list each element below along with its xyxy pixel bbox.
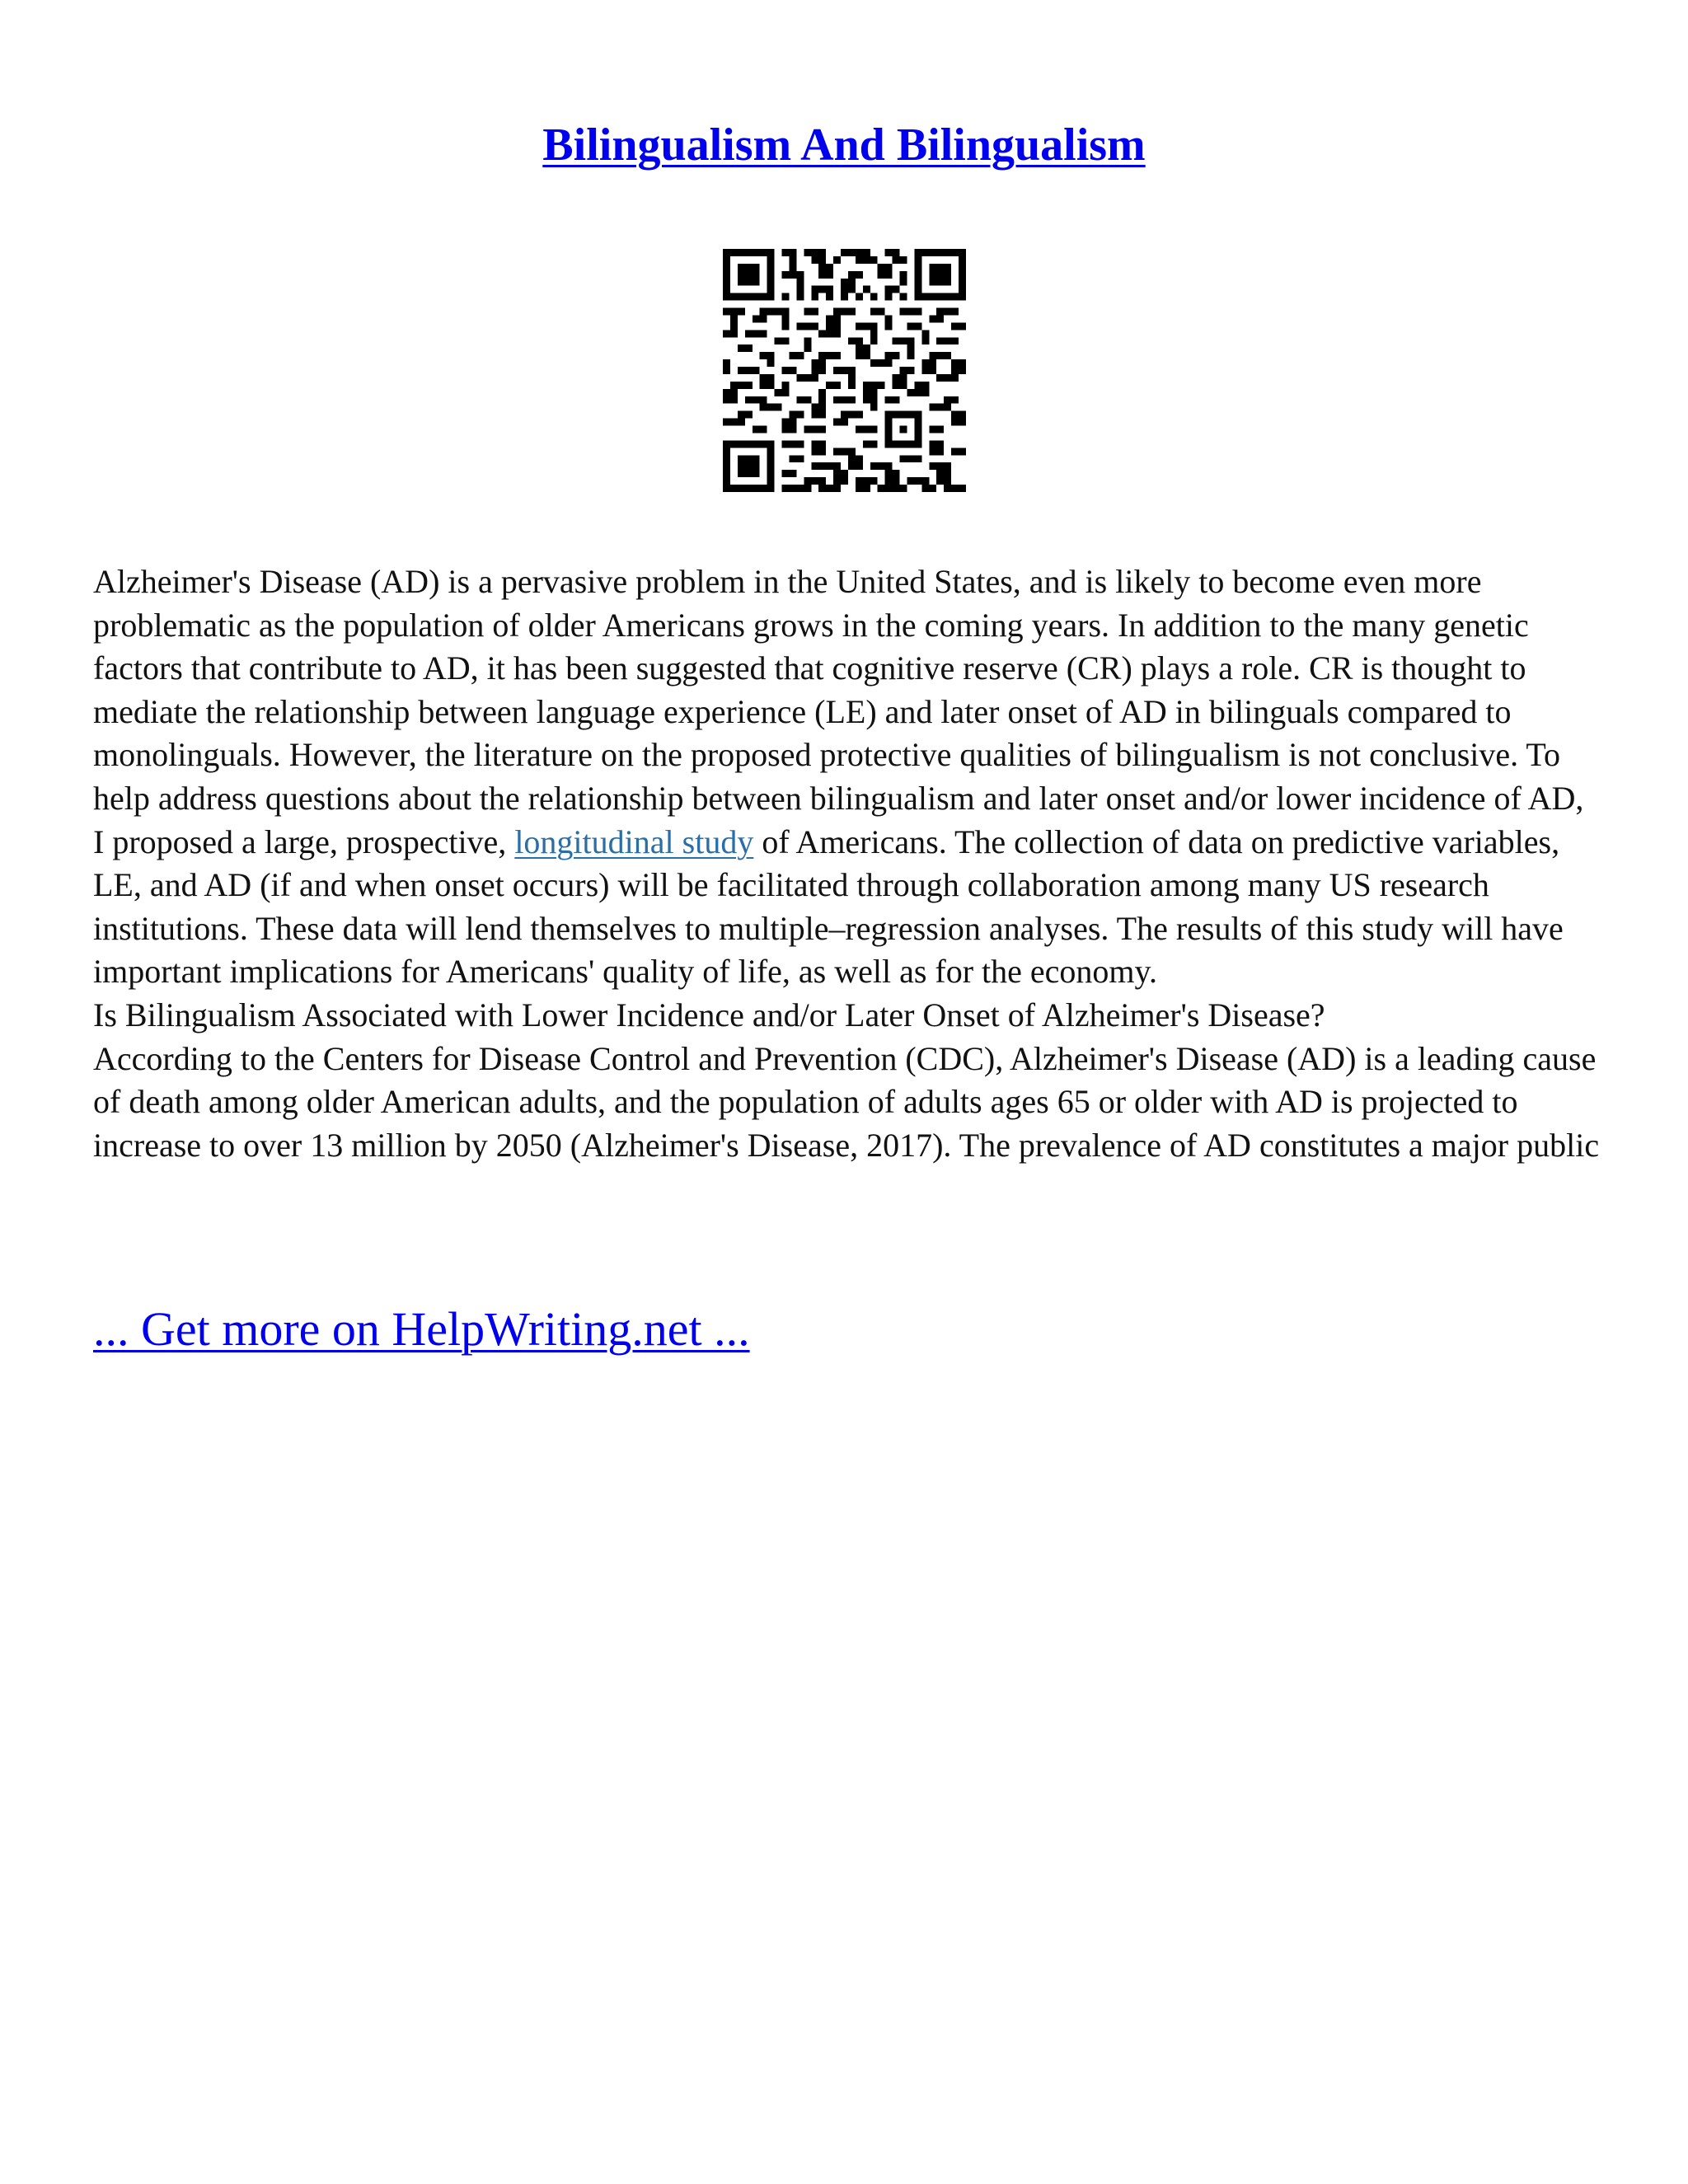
abstract-paragraph <box>93 560 1601 994</box>
research-question: Is Bilingualism Associated with Lower Incidence and/or Later Onset of Alzheimer's Disease? <box>93 996 1325 1033</box>
qr-code-icon <box>723 249 966 492</box>
abstract-text-end: of Americans. The collection of data on predictive variables, LE, and AD (if and when onset occurs) will be facilitated through collaboration among many US research institutions. These data will lend themselves to multiple–regression analyses. The results of this study will have important implications for Americans' quality of life, as well as for the economy. <box>93 823 1564 991</box>
article-body <box>93 560 1601 1167</box>
more-link-container <box>93 1298 750 1361</box>
get-more-link[interactable]: ... Get more on HelpWriting.net ... <box>93 1302 750 1356</box>
title-link[interactable]: Bilingualism And Bilingualism <box>542 120 1146 171</box>
document-title <box>0 114 1688 176</box>
abstract-text-start: Alzheimer's Disease (AD) is a pervasive problem in the United States, and is likely to become even more problematic as the population of older Americans grows in the coming years. In addition to the many genetic factors that contribute to AD, it has been suggested that cognitive reserve (CR) plays a role. CR is thought to mediate the relationship between language experience (LE) and later onset of AD in bilinguals compared to monolinguals. However, the literature on the proposed protective qualities of bilingualism is not conclusive. To help address questions about the relationship between bilingualism and later onset and/or lower incidence of AD, I proposed a large, prospective, <box>93 563 1584 860</box>
intro-paragraph: According to the Centers for Disease Control and Prevention (CDC), Alzheimer's Disease (AD) is a leading cause of death among older American adults, and the population of adults ages 65 or older with AD is projected to increase to over 13 million by 2050 (Alzheimer's Disease, 2017). The prevalence of AD constitutes a major public <box>93 1039 1600 1164</box>
longitudinal-study-link[interactable]: longitudinal study <box>514 823 754 860</box>
